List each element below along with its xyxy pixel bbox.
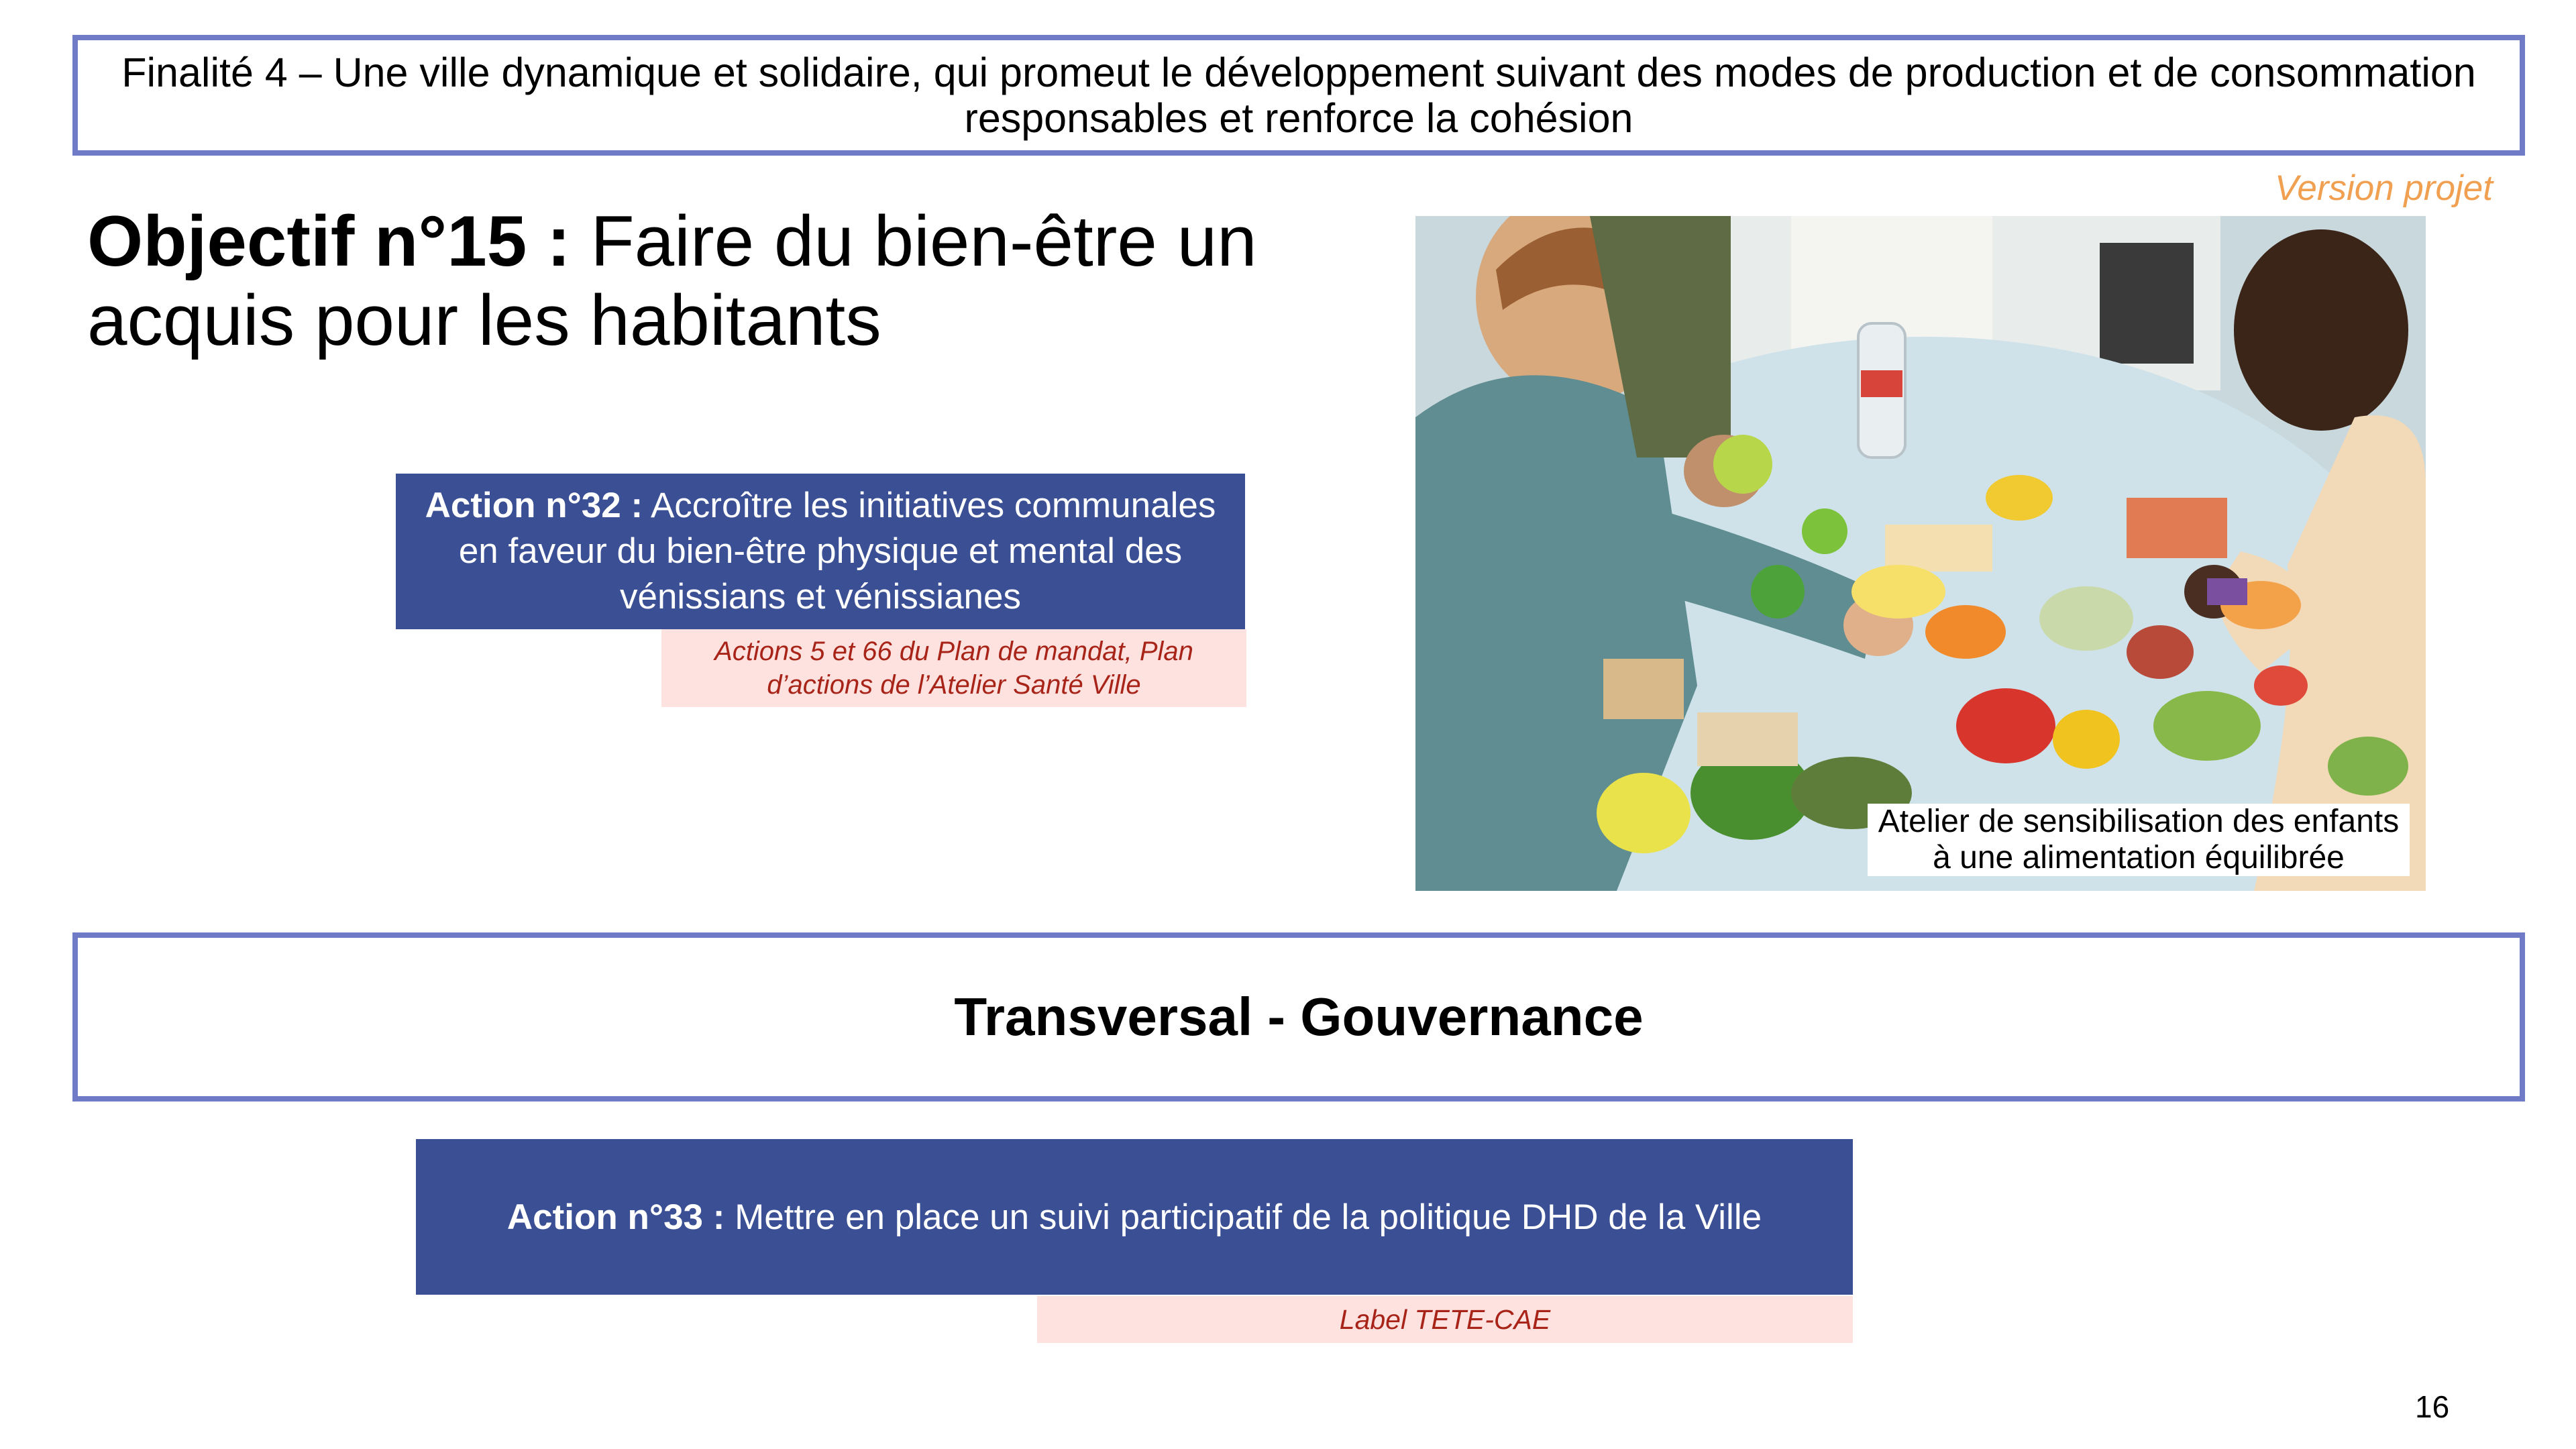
finalite-banner [72, 35, 2525, 156]
action-33-text: Mettre en place un suivi participatif de la politique DHD de la Ville [735, 1197, 1762, 1237]
action-32-reference [661, 629, 1246, 707]
version-label: Version projet [2274, 168, 2493, 208]
action-33-reference-text: Label TETE-CAE [1339, 1303, 1551, 1335]
photo-caption [1868, 804, 2410, 876]
photo-caption-text: Atelier de sensibilisation des enfants à une alimentation équilibrée [1868, 804, 2410, 876]
action-32-box [396, 474, 1245, 629]
objective-title [87, 201, 1362, 360]
objective-text: Faire du bien-être un acquis pour les habitants [87, 201, 1257, 360]
food-workshop-illustration [1415, 216, 2426, 891]
objective-number: Objectif n°15 : [87, 201, 571, 281]
action-32-number: Action n°32 : [425, 486, 643, 525]
transversal-banner [72, 932, 2525, 1102]
action-32-text: Accroître les initiatives communales en faveur du bien-être physique et mental des vénissians et vénissianes [458, 486, 1216, 616]
action-33-reference [1037, 1296, 1853, 1343]
workshop-photo [1415, 216, 2426, 891]
action-32-reference-text: Actions 5 et 66 du Plan de mandat, Plan d’actions de l’Atelier Santé Ville [714, 637, 1193, 700]
transversal-title: Transversal - Gouvernance [954, 987, 1644, 1046]
page-number: 16 [2415, 1389, 2450, 1424]
action-33-box [416, 1139, 1853, 1295]
finalite-text: Finalité 4 – Une ville dynamique et solidaire, qui promeut le développement suivant des modes de production et de consommation responsables et renforce la cohésion [121, 50, 2476, 141]
action-33-number: Action n°33 : [506, 1197, 725, 1237]
